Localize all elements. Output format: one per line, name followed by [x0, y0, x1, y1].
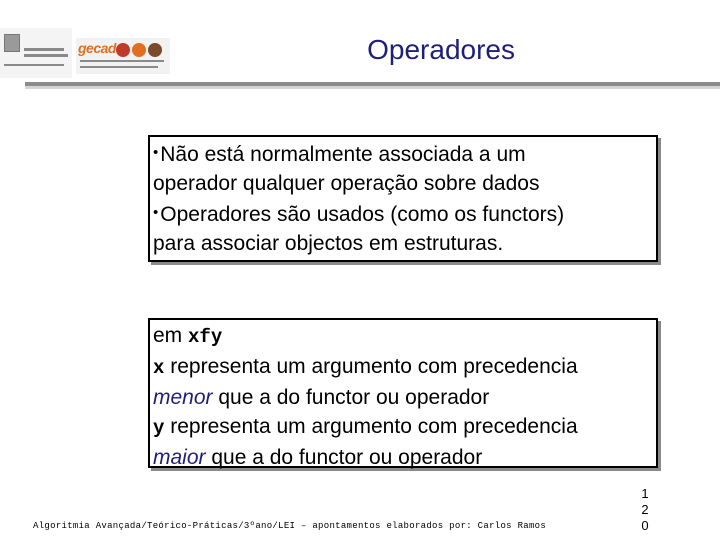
page-digit: 2 [641, 502, 649, 517]
text-line [153, 412, 653, 443]
text-line: operador qualquer operação sobre dados [153, 172, 540, 195]
text-line: para associar objectos em estruturas. [153, 232, 504, 255]
text-line [153, 383, 653, 412]
text-line [153, 352, 653, 383]
gecad-text-line [80, 66, 158, 68]
plain-text: que a do functor ou operador [205, 446, 483, 469]
emphasis-text: maior [153, 446, 206, 469]
code-text: x [153, 357, 165, 379]
page-number [639, 486, 651, 534]
footer-text: Algoritmia Avançada/Teórico-Práticas/3ºano/LEI – apontamentos elaborados por: Carlos Ramos [33, 521, 547, 531]
gecad-logo-text: gecad [78, 40, 116, 56]
plain-text: em [153, 324, 189, 347]
xfy-explanation-box [148, 318, 658, 468]
bullet-icon: • [153, 204, 159, 221]
code-text: xfy [188, 326, 223, 348]
text-line [153, 321, 653, 352]
text-line [153, 443, 653, 472]
text-line [153, 138, 653, 169]
bullet-text: Operadores são usados (como os functors) [160, 203, 565, 226]
description-box [148, 135, 658, 262]
emphasis-text: menor [153, 386, 213, 409]
page-digit: 1 [641, 486, 649, 501]
slide-title: Operadores [367, 34, 515, 65]
bullet-text: Não está normalmente associada a um [160, 143, 526, 166]
bullet-icon: • [153, 144, 159, 161]
plain-text: representa um argumento com precedencia [164, 415, 578, 438]
plain-text: representa um argumento com precedencia [164, 355, 578, 378]
header-divider-shadow [25, 86, 720, 89]
plain-text: que a do functor ou operador [212, 386, 490, 409]
text-line [153, 198, 653, 229]
page-digit: 0 [641, 518, 649, 533]
code-text: y [153, 417, 165, 439]
